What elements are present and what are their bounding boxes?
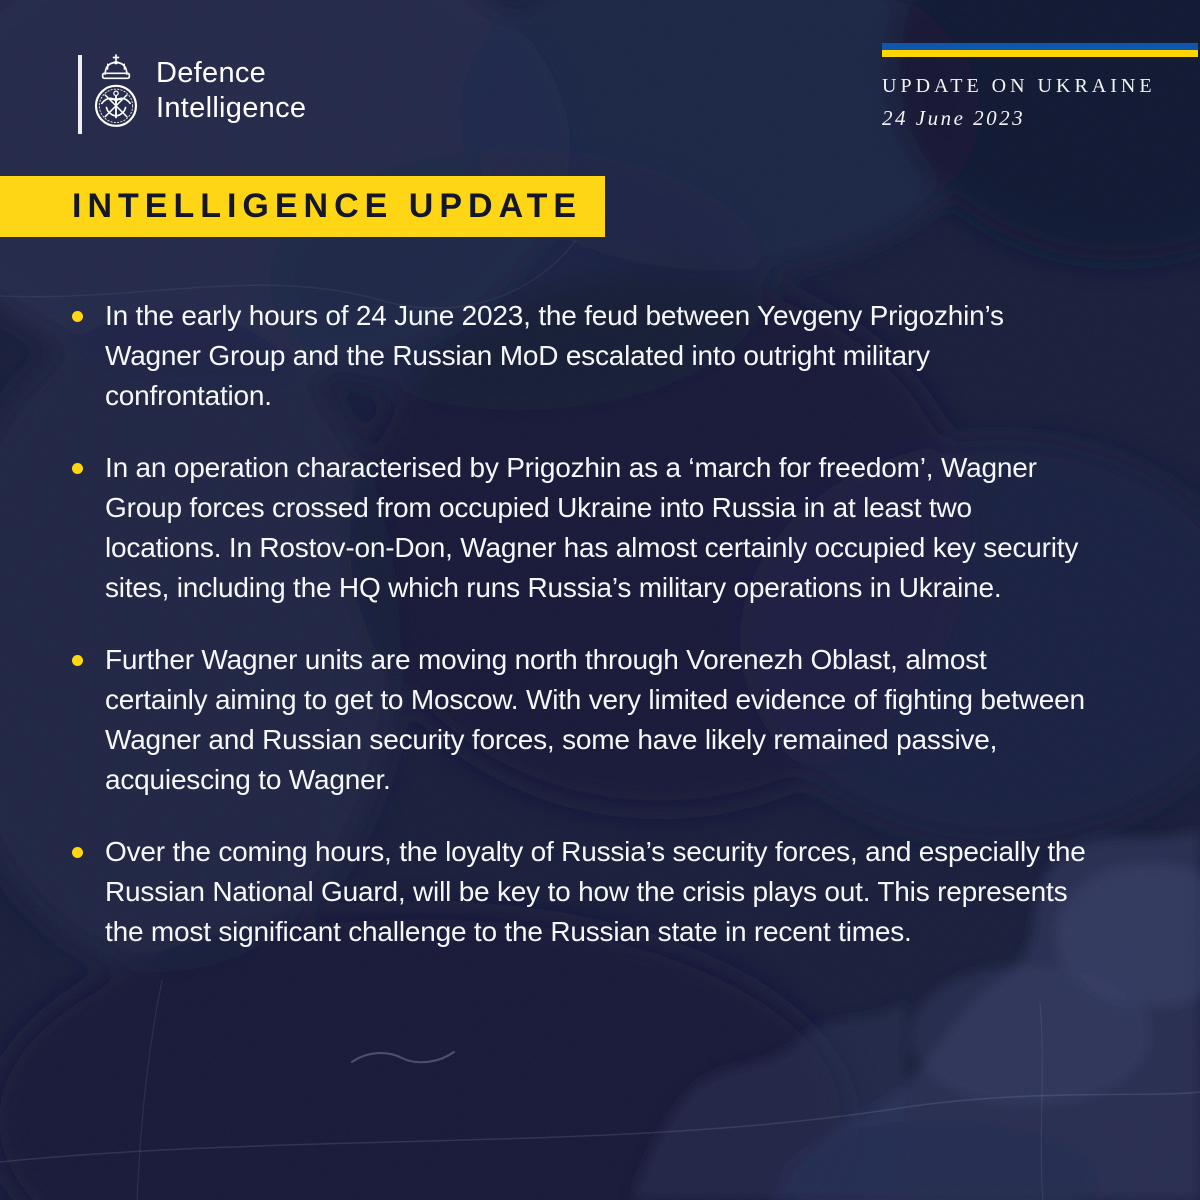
bullet-dot-icon <box>72 463 83 474</box>
bullet-dot-icon <box>72 655 83 666</box>
bullet-text-4: Over the coming hours, the loyalty of Russia’s security forces, and especially the Russian National Guard, will be key to how the crisis plays out. This represents the most significant challenge to the Russian state in recent times. <box>105 836 1086 947</box>
bullet-text-1: In the early hours of 24 June 2023, the feud between Yevgeny Prigozhin’s Wagner Group and the Russian MoD escalated into outright military confrontation. <box>105 300 1004 411</box>
update-on-ukraine-label: UPDATE ON UKRAINE <box>882 75 1156 97</box>
uk-mod-crest-icon <box>91 53 141 137</box>
bullet-item-4 <box>72 832 1088 952</box>
org-name-line1: Defence <box>156 57 267 89</box>
intelligence-update-banner <box>0 176 605 237</box>
org-name <box>156 55 306 126</box>
flag-yellow-band <box>882 50 1198 57</box>
bullet-text-2: In an operation characterised by Prigozhin as a ‘march for freedom’, Wagner Group forces crossed from occupied Ukraine into Russia in at least two locations. In Rostov-on-Don, Wagner has almost certainly occupied key security sites, including the HQ which runs Russia’s military operations in Ukraine. <box>105 452 1079 603</box>
bullet-dot-icon <box>72 847 83 858</box>
defence-intelligence-logo <box>78 55 306 137</box>
org-name-line2: Intelligence <box>156 92 307 124</box>
bullet-text-3: Further Wagner units are moving north through Vorenezh Oblast, almost certainly aiming to get to Moscow. With very limited evidence of fighting between Wagner and Russian security forces, some have likely remained passive, acquiescing to Wagner. <box>105 644 1085 795</box>
intelligence-bullet-list <box>72 296 1088 984</box>
update-block <box>882 43 1198 131</box>
logo-divider-bar <box>78 55 82 134</box>
bullet-item-3 <box>72 640 1088 800</box>
bullet-item-1 <box>72 296 1088 416</box>
ukraine-flag-stripe-icon <box>882 43 1198 57</box>
bullet-dot-icon <box>72 311 83 322</box>
bullet-item-2 <box>72 448 1088 608</box>
banner-title: INTELLIGENCE UPDATE <box>72 187 583 225</box>
update-date: 24 June 2023 <box>882 106 1026 130</box>
flag-blue-band <box>882 43 1198 50</box>
